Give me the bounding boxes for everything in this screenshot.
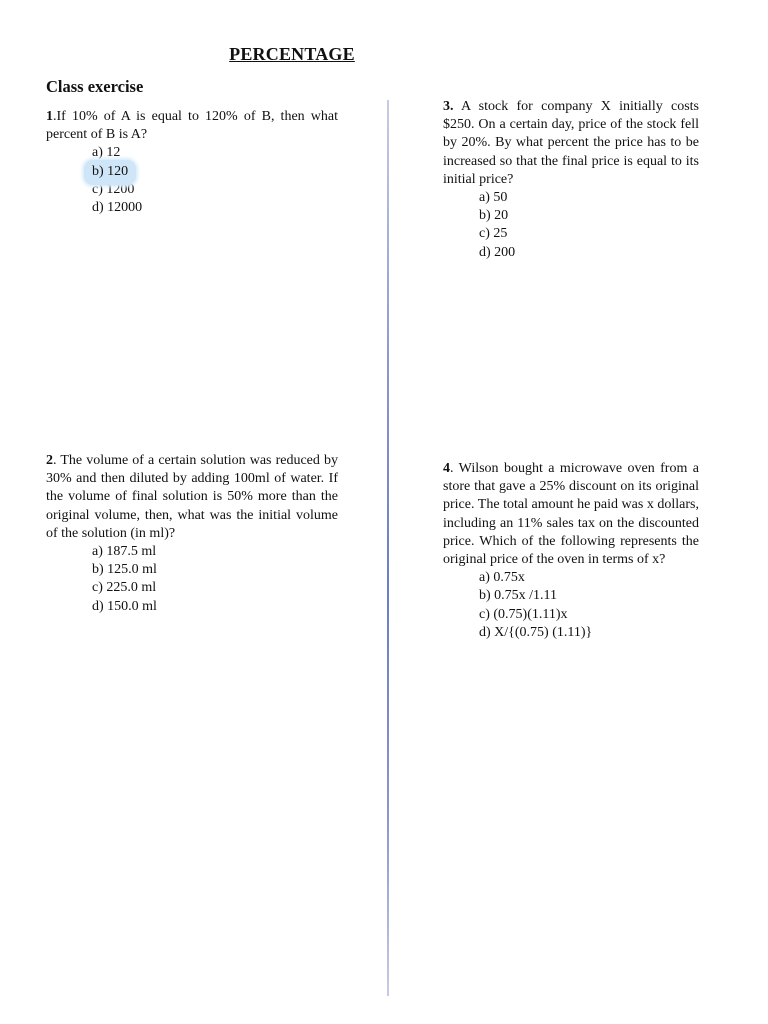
option-b: b) 125.0 ml — [92, 562, 157, 578]
option-a: a) 12 — [92, 145, 121, 161]
answer-options — [92, 144, 338, 217]
question-number: 3. — [443, 99, 454, 114]
question-4-text — [443, 460, 699, 569]
question-number-separator: . — [53, 109, 57, 124]
page-title: PERCENTAGE — [229, 44, 355, 64]
answer-options — [479, 189, 699, 262]
question-number-separator: . — [53, 453, 57, 468]
question-3 — [443, 98, 699, 262]
answer-options — [479, 569, 699, 642]
question-1 — [46, 108, 338, 217]
section-heading: Class exercise — [46, 77, 144, 96]
option-c: c) 25 — [479, 226, 508, 242]
option-b — [92, 163, 338, 181]
answer-options — [92, 543, 338, 616]
question-1-text — [46, 108, 338, 144]
question-number: 2 — [46, 453, 53, 468]
option-d: d) 150.0 ml — [92, 598, 157, 614]
highlighted-answer: b) 120 — [92, 163, 128, 181]
option-d: d) 200 — [479, 244, 516, 260]
column-divider — [387, 100, 389, 996]
option-b: b) 0.75x /1.11 — [479, 588, 558, 604]
option-d: d) X/{(0.75) (1.11)} — [479, 624, 593, 640]
question-body: If 10% of A is equal to 120% of B, then what percent of B is A? — [46, 109, 338, 143]
option-c: c) 225.0 ml — [92, 580, 157, 596]
option-c: c) (0.75)(1.11)x — [479, 606, 568, 622]
question-3-text — [443, 98, 699, 189]
question-number: 4 — [443, 461, 450, 476]
option-a: a) 187.5 ml — [92, 544, 157, 560]
option-d: d) 12000 — [92, 199, 143, 215]
option-a: a) 50 — [479, 190, 508, 206]
question-body: A stock for company X initially costs $250. On a certain day, price of the stock fell by 20%. By what percent the price has to be increased so that the final price is equal to its initial price? — [443, 99, 699, 187]
question-number: 1 — [46, 109, 53, 124]
option-a: a) 0.75x — [479, 570, 525, 586]
question-number-separator: . — [450, 461, 454, 476]
question-2 — [46, 452, 338, 616]
question-body: Wilson bought a microwave oven from a store that gave a 25% discount on its original price. The total amount he paid was x dollars, including an 11% sales tax on the discounted price. Which of the following represents the original price of the oven in terms of x? — [443, 461, 699, 568]
question-2-text — [46, 452, 338, 543]
option-b: b) 20 — [479, 208, 509, 224]
option-c: c) 1200 — [92, 181, 135, 197]
question-4 — [443, 460, 699, 642]
question-body: The volume of a certain solution was reduced by 30% and then diluted by adding 100ml of water. If the volume of final solution is 50% more than the original volume, then, what was the initial volume of the solution (in ml)? — [46, 453, 338, 541]
